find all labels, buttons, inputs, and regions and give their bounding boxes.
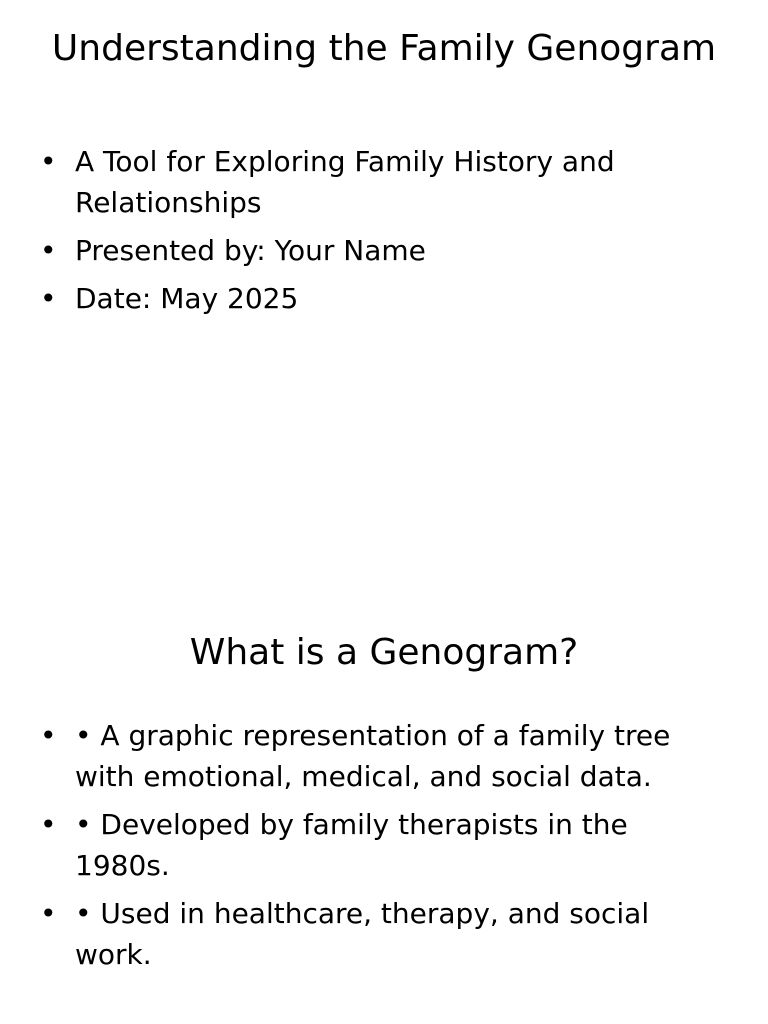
bullet-text: Date: May 2025 (75, 282, 299, 315)
slide-1-title: Understanding the Family Genogram (51, 28, 717, 69)
slide-2-title: What is a Genogram? (189, 632, 579, 673)
bullet-item (40, 230, 730, 271)
bullet-dot-icon: • (40, 145, 57, 178)
bullet-item (40, 893, 730, 975)
bullet-text: • A graphic representation of a family tree with emotional, medical, and social data. (75, 719, 671, 793)
bullet-text: • Used in healthcare, therapy, and social work. (75, 897, 650, 971)
bullet-dot-icon: • (40, 808, 57, 841)
bullet-item (40, 278, 730, 319)
bullet-item (40, 715, 730, 797)
bullet-dot-icon: • (40, 234, 57, 267)
bullet-dot-icon: • (40, 897, 57, 930)
bullet-dot-icon: • (40, 282, 57, 315)
slide-what-is-genogram (0, 576, 768, 1024)
bullet-dot-icon: • (40, 719, 57, 752)
slide-2-bullet-list (40, 715, 730, 982)
bullet-text: • Developed by family therapists in the 1980s. (75, 808, 628, 882)
bullet-item (40, 141, 730, 223)
bullet-item (40, 804, 730, 886)
slide-1-bullet-list (40, 141, 730, 326)
bullet-text: A Tool for Exploring Family History and Relationships (75, 145, 615, 219)
bullet-text: Presented by: Your Name (75, 234, 426, 267)
